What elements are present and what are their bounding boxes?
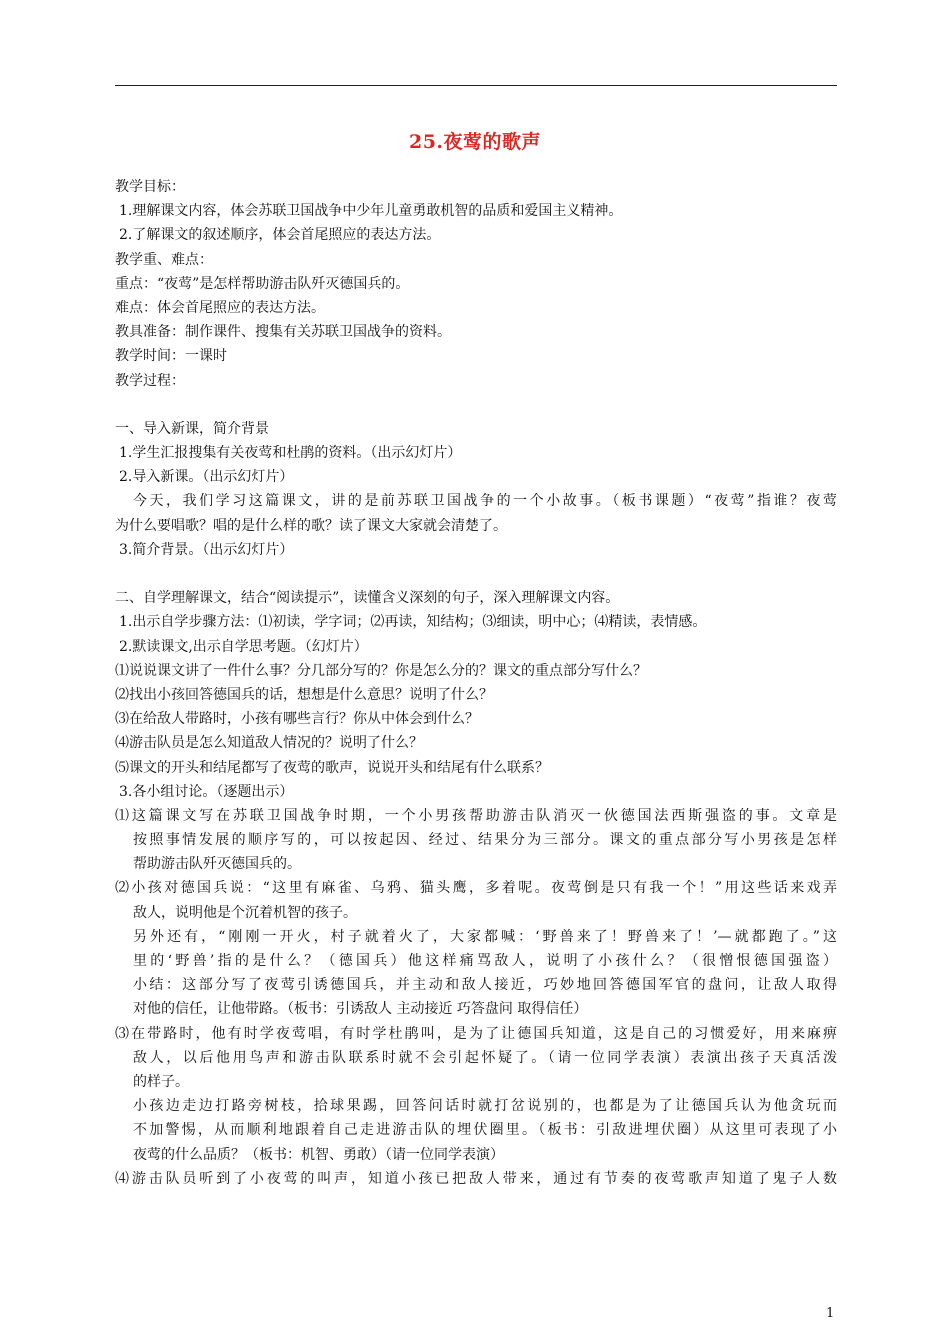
- text-line: 里的‘野兽’指的是什么？（德国兵）他这样痛骂敌人，说明了小孩什么？（很憎恨德国强盗）: [133, 953, 837, 969]
- text-line: ⑶在带路时，他有时学夜莺唱，有时学杜鹃叫，是为了让德国兵知道，这是自己的习惯爱好，用来麻痹: [115, 1025, 837, 1042]
- text-line: 教学时间：一课时: [115, 348, 227, 365]
- text-line: 对他的信任，让他带路。（板书：引诱敌人 主动接近 巧答盘问 取得信任）: [133, 1001, 588, 1018]
- text-line: 重点：“夜莺”是怎样帮助游击队歼灭德国兵的。: [115, 275, 410, 292]
- text-line: 按照事情发展的顺序写的，可以按起因、经过、结果分为三部分。课文的重点部分写小男孩是怎样: [133, 832, 837, 849]
- text-line: 难点：体会首尾照应的表达方法。: [115, 299, 325, 316]
- text-line: 2.了解课文的叙述顺序，体会首尾照应的表达方法。: [119, 227, 441, 244]
- text-line: 的样子。: [133, 1073, 189, 1090]
- text-line: 教学重、难点：: [115, 251, 213, 268]
- text-line: 敌人，以后他用鸟声和游击队联系时就不会引起怀疑了。（请一位同学表演）表演出孩子天真活泼: [133, 1049, 837, 1066]
- text-line: 不加警惕，从而顺利地跟着自己走进游击队的埋伏圈里。（板书：引敌进埋伏圈）从这里可表现了小: [133, 1122, 837, 1139]
- text-line: 今天，我们学习这篇课文，讲的是前苏联卫国战争的一个小故事。（板书课题）“夜莺”指谁？夜莺: [133, 493, 837, 510]
- text-line: ⑴这篇课文写在苏联卫国战争时期，一个小男孩帮助游击队消灭一伙德国法西斯强盗的事。文章是: [115, 807, 837, 824]
- section-heading: 一、导入新课，简介背景: [115, 420, 269, 437]
- text-line: 敌人，说明他是个沉着机智的孩子。: [133, 904, 357, 921]
- text-line: ⑵小孩对德国兵说：“这里有麻雀、乌鸦、猫头鹰，多着呢。夜莺倒是只有我一个！”用这些话来戏弄: [115, 880, 837, 897]
- text-line: 教学过程：: [115, 372, 185, 389]
- header-rule: [115, 85, 837, 86]
- text-line: 1.学生汇报搜集有关夜莺和杜鹃的资料。（出示幻灯片）: [119, 445, 462, 462]
- text-line: 1.出示自学步骤方法：⑴初读，学字词；⑵再读，知结构；⑶细读，明中心；⑷精读，表情感。: [119, 614, 707, 631]
- section-heading: 二、自学理解课文，结合“阅读提示”，读懂含义深刻的句子，深入理解课文内容。: [115, 590, 620, 607]
- text-line: 1.理解课文内容，体会苏联卫国战争中少年儿童勇敢机智的品质和爱国主义精神。: [119, 203, 623, 220]
- text-line: 3.各小组讨论。（逐题出示）: [119, 783, 294, 800]
- text-line: ⑷游击队员是怎么知道敌人情况的？说明了什么？: [115, 735, 423, 752]
- text-line: ⑴说说课文讲了一件什么事？分几部分写的？你是怎么分的？课文的重点部分写什么？: [115, 662, 647, 679]
- text-line: 教学目标：: [115, 179, 185, 195]
- text-line: ⑵找出小孩回答德国兵的话，想想是什么意思？说明了什么？: [115, 686, 493, 703]
- text-line: 为什么要唱歌？唱的是什么样的歌？读了课文大家就会清楚了。: [115, 517, 507, 534]
- document-body: [115, 175, 837, 1191]
- text-line: ⑶在给敌人带路时，小孩有哪些言行？你从中体会到什么？: [115, 711, 479, 728]
- page-number: 1: [826, 1306, 835, 1321]
- blank-line: [115, 393, 837, 417]
- text-line: 小结：这部分写了夜莺引诱德国兵，并主动和敌人接近，巧妙地回答德国军官的盘问，让敌人取得: [133, 977, 837, 994]
- text-line: 2.默读课文,出示自学思考题。（幻灯片）: [119, 638, 368, 655]
- blank-line: [115, 562, 837, 586]
- text-line: 2.导入新课。（出示幻灯片）: [119, 469, 294, 486]
- text-line: 教具准备：制作课件、搜集有关苏联卫国战争的资料。: [115, 324, 451, 341]
- text-line: 小孩边走边打路旁树枝，拾球果踢，回答问话时就打岔说别的，也都是为了让德国兵认为他贪玩而: [133, 1098, 837, 1115]
- text-line: 夜莺的什么品质？（板书：机智、勇敢）（请一位同学表演）: [133, 1146, 504, 1163]
- text-line: 另外还有，“刚刚一开火，村子就着火了，大家都喊：‘野兽来了！野兽来了！’—就都跑了。”这: [133, 928, 837, 945]
- text-line: 帮助游击队歼灭德国兵的。: [133, 856, 301, 873]
- document-title: 25.夜莺的歌声: [408, 131, 542, 153]
- text-line: 3.简介背景。（出示幻灯片）: [119, 541, 294, 558]
- text-line: ⑷游击队员听到了小夜莺的叫声，知道小孩已把敌人带来，通过有节奏的夜莺歌声知道了鬼子人数: [115, 1170, 837, 1187]
- text-line: ⑸课文的开头和结尾都写了夜莺的歌声，说说开头和结尾有什么联系？: [115, 759, 549, 776]
